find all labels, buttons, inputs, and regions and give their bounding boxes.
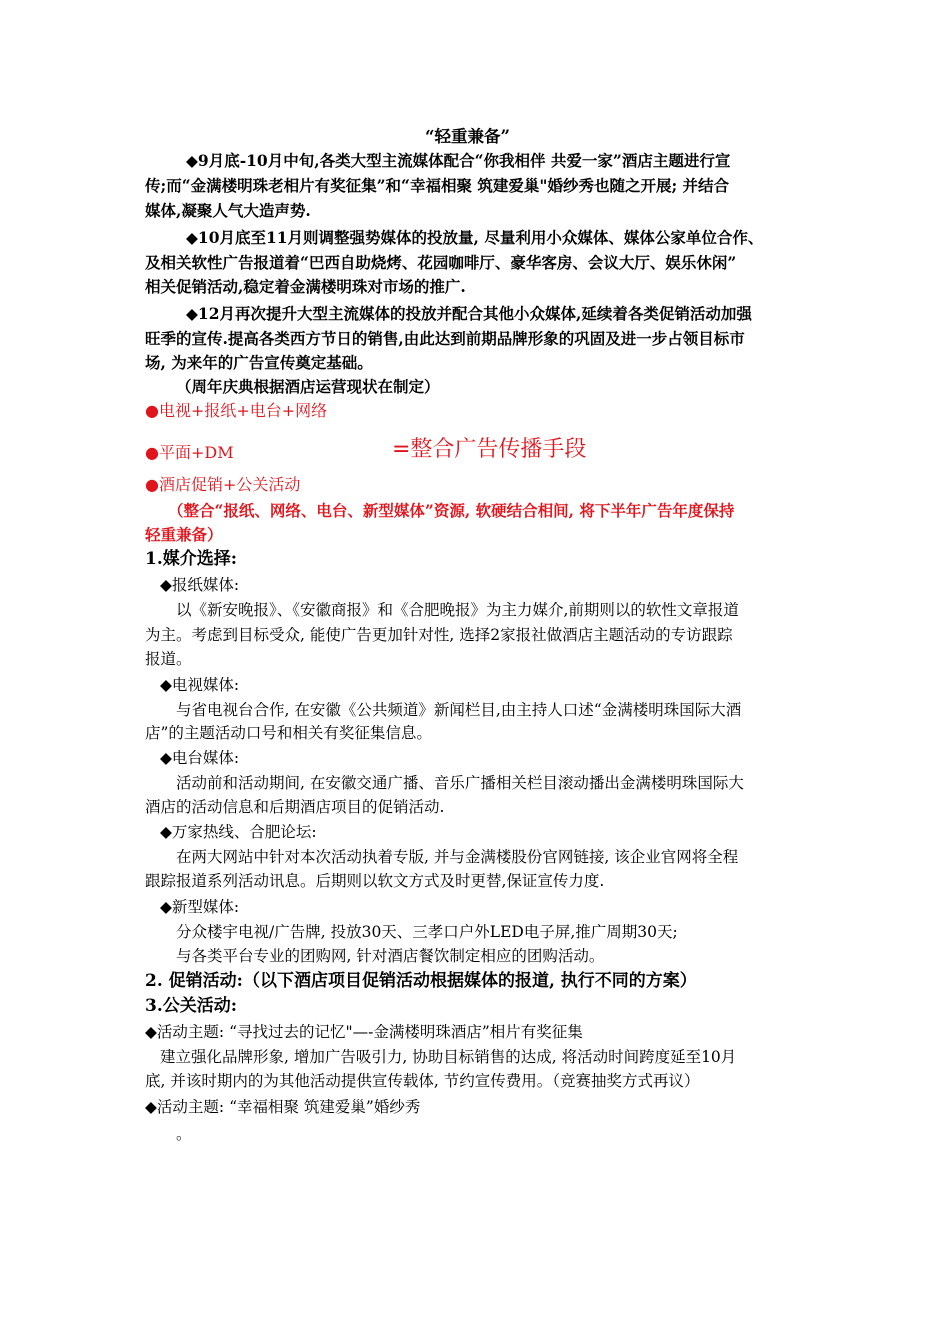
newspaper-text-2: 为主。考虑到目标受众, 能使广告更加针对性, 选择2家报社做酒店主题活动的专访跟踪 [145,626,733,644]
intro-p1-line1: ◆9月底-10月中旬,各类大型主流媒体配合“你我相伴 共爱一家”酒店主题进行宣 [186,151,731,170]
tv-label: ◆电视媒体: [160,676,240,694]
intro-note: （周年庆典根据酒店运营现状在制定） [176,377,440,396]
integration-item-3: ●酒店促销+公关活动 [145,475,301,494]
doc-title: “轻重兼备” [425,127,510,146]
intro-p1-line2: 传;而“金满楼明珠老相片有奖征集”和“幸福相聚 筑建爱巢"婚纱秀也随之开展; 并结合 [145,176,730,195]
activity-theme-1-text-2: 底, 并该时期内的为其他活动提供宣传载体, 节约宣传费用。（竞赛抽奖方式再议） [145,1072,700,1090]
intro-p3-line3: 场, 为来年的广告宣传奠定基础。 [145,353,373,372]
new-media-text-2: 与各类平台专业的团购网, 针对酒店餐饮制定相应的团购活动。 [176,947,605,965]
trailing-mark: 。 [176,1125,192,1143]
intro-p2-line2: 及相关软性广告报道着“巴西自助烧烤、花园咖啡厅、豪华客房、会议大厅、娱乐休闲” [145,253,737,272]
activity-theme-2: ◆活动主题: “幸福相聚 筑建爱巢”婚纱秀 [145,1098,421,1116]
intro-p3-line1: ◆12月再次提升大型主流媒体的投放并配合其他小众媒体,延续着各类促销活动加强 [186,304,752,323]
tv-text-2: 店”的主题活动口号和相关有奖征集信息。 [145,724,432,742]
web-text-2: 跟踪报道系列活动讯息。后期则以软文方式及时更替,保证宣传力度. [145,872,605,890]
integration-summary-line1: （整合“报纸、网络、电台、新型媒体”资源, 软硬结合相间, 将下半年广告年度保持 [168,501,735,520]
activity-theme-1: ◆活动主题: “寻找过去的记忆"—-金满楼明珠酒店”相片有奖征集 [145,1023,583,1041]
section1-heading: 1.媒介选择: [145,549,238,569]
tv-text-1: 与省电视台合作, 在安徽《公共频道》新闻栏目,由主持人口述“金满楼明珠国际大酒 [176,701,742,719]
web-label: ◆万家热线、合肥论坛: [160,823,317,841]
newspaper-text-3: 报道。 [145,650,192,668]
intro-p2-line1: ◆10月底至11月则调整强势媒体的投放量, 尽量利用小众媒体、媒体公家单位合作、 [186,228,764,247]
radio-text-1: 活动前和活动期间, 在安徽交通广播、音乐广播相关栏目滚动播出金满楼明珠国际大 [176,774,744,792]
intro-p1-line3: 媒体,凝聚人气大造声势. [145,201,311,220]
integration-summary-line2: 轻重兼备） [145,525,223,544]
newspaper-label: ◆报纸媒体: [160,576,240,594]
new-media-text-1: 分众楼宇电视/广告牌, 投放30天、三孝口户外LED电子屏,推广周期30天; [176,923,678,941]
section2-heading: 2. 促销活动:（以下酒店项目促销活动根据媒体的报道, 执行不同的方案） [145,971,697,991]
new-media-label: ◆新型媒体: [160,898,240,916]
integration-item-1: ●电视+报纸+电台+网络 [145,401,328,420]
newspaper-text-1: 以《新安晚报》、《安徽商报》和《合肥晚报》为主力媒介,前期则以的软性文章报道 [176,601,739,619]
integration-item-2: ●平面+DM [145,443,234,462]
activity-theme-1-text-1: 建立强化品牌形象, 增加广告吸引力, 协助目标销售的达成, 将活动时间跨度延至10月 [160,1048,737,1066]
integration-slogan: =整合广告传播手段 [392,437,587,462]
intro-p2-line3: 相关促销活动,稳定着金满楼明珠对市场的推广. [145,277,466,296]
web-text-1: 在两大网站中针对本次活动执着专版, 并与金满楼股份官网链接, 该企业官网将全程 [176,848,739,866]
radio-label: ◆电台媒体: [160,749,240,767]
intro-p3-line2: 旺季的宣传.提高各类西方节日的销售,由此达到前期品牌形象的巩固及进一步占领目标市 [145,329,745,348]
section3-heading: 3.公关活动: [145,996,238,1016]
radio-text-2: 酒店的活动信息和后期酒店项目的促销活动. [145,798,445,816]
